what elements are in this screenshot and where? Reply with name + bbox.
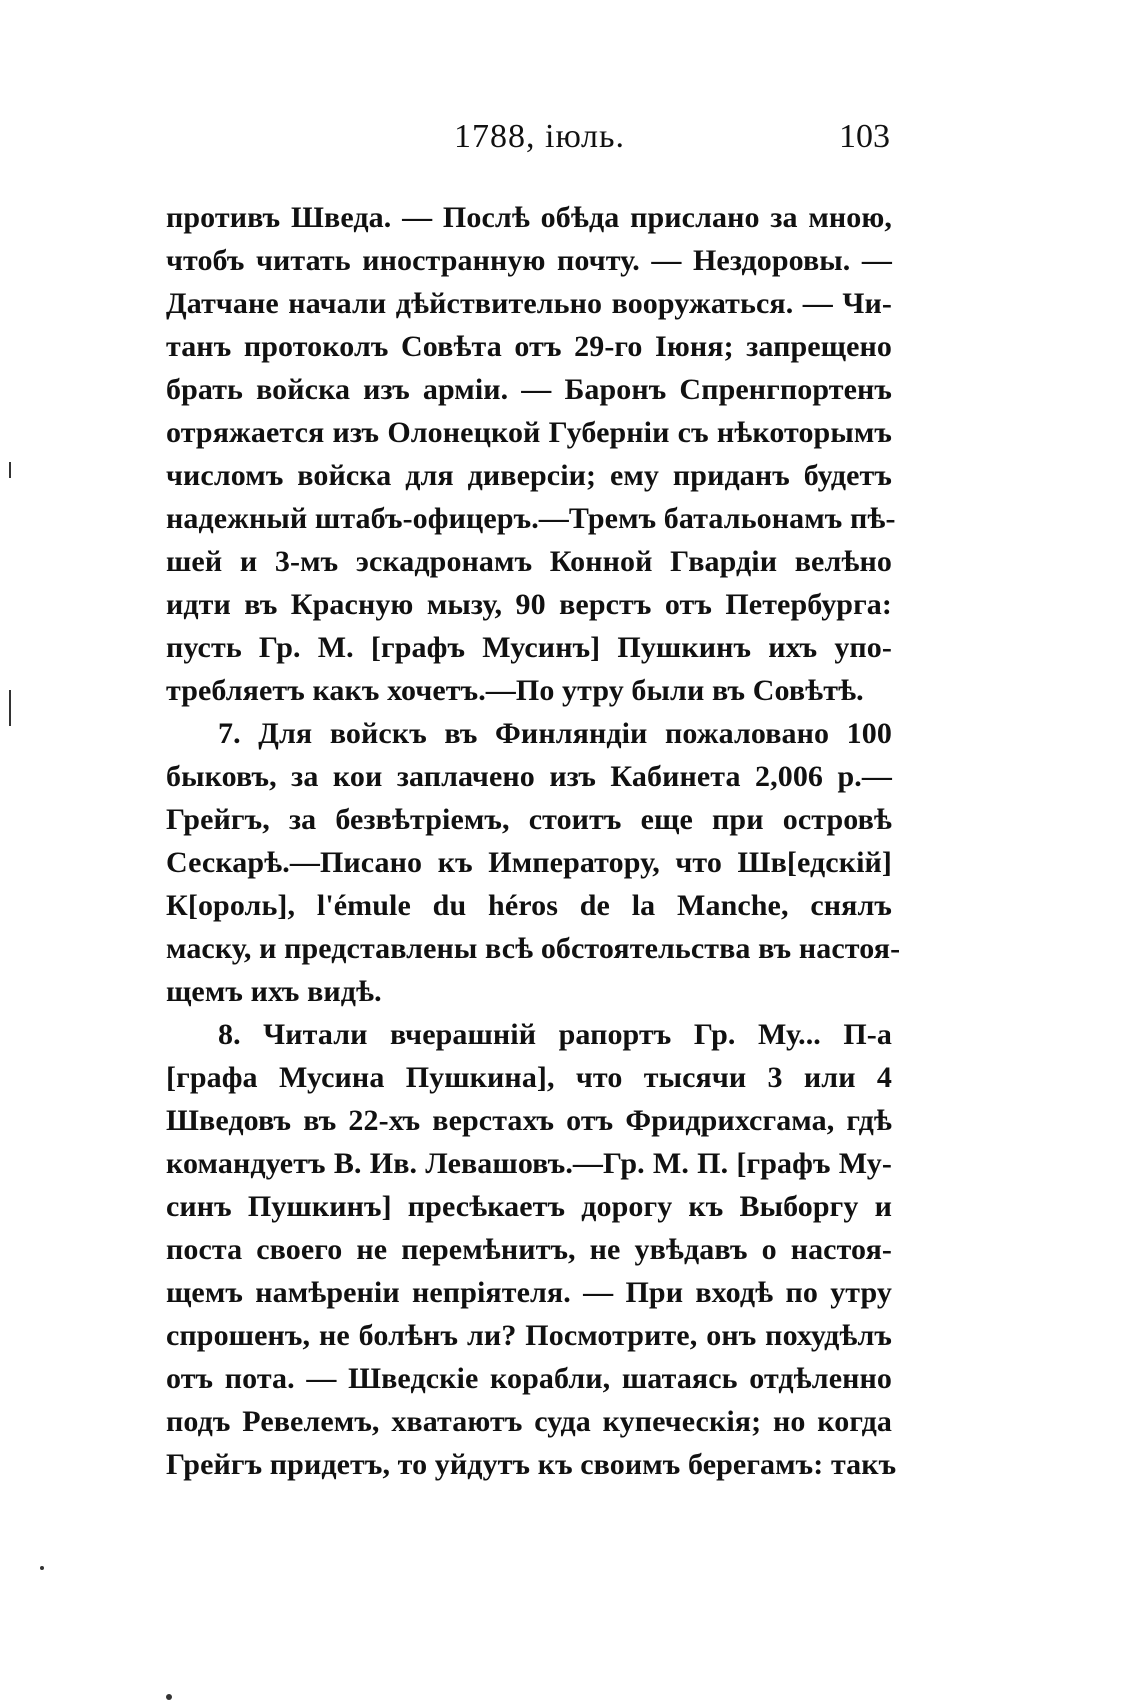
scan-speck — [166, 1694, 172, 1700]
text-line: командуетъ В. Ив. Левашовъ.—Гр. М. П. [графъ Му- — [166, 1147, 892, 1180]
text-line: синъ Пушкинъ] пресѣкаетъ дорогу къ Выборгу и — [166, 1190, 892, 1223]
text-line: щемъ ихъ видѣ. — [166, 975, 382, 1008]
text-line: щемъ намѣреніи непріятеля. — При входѣ по утру — [166, 1276, 892, 1309]
body-text — [166, 196, 901, 1486]
text-line: спрошенъ, не болѣнъ ли? Посмотрите, онъ похудѣлъ — [166, 1319, 892, 1352]
text-line: пусть Гр. М. [графъ Мусинъ] Пушкинъ ихъ упо- — [166, 631, 892, 664]
text-line: надежный штабъ-офицеръ.—Тремъ батальонамъ пѣ- — [166, 502, 896, 535]
text-line: противъ Шведа. — Послѣ обѣда прислано за мною, — [166, 201, 892, 234]
text-line: шей и 3-мъ эскадронамъ Конной Гвардіи велѣно — [166, 545, 892, 578]
paragraph-start-line: 8. Читали вчерашній рапортъ Гр. Му... П-а — [218, 1018, 892, 1051]
text-line: отряжается изъ Олонецкой Губерніи съ нѣкоторымъ — [166, 416, 892, 449]
text-line: поста своего не перемѣнитъ, не увѣдавъ о настоя- — [166, 1233, 892, 1266]
text-line: танъ протоколъ Совѣта отъ 29-го Іюня; запрещено — [166, 330, 892, 363]
text-line: подъ Ревелемъ, хватаютъ суда купеческія; но когда — [166, 1405, 892, 1438]
text-line: Грейгъ придетъ, то уйдутъ къ своимъ берегамъ: такъ — [166, 1448, 897, 1481]
text-line: К[ороль], l'émule du héros de la Manche, снялъ — [166, 889, 892, 922]
text-line: [графа Мусина Пушкина], что тысячи 3 или 4 — [166, 1061, 892, 1094]
text-line: отъ пота. — Шведскіе корабли, шатаясь отдѣленно — [166, 1362, 892, 1395]
text-line: Датчане начали дѣйствительно вооружаться. — Чи- — [166, 287, 892, 320]
scan-speck — [40, 1566, 44, 1570]
page-header — [174, 118, 890, 174]
text-line: маску, и представлены всѣ обстоятельства въ настоя- — [166, 932, 901, 965]
text-line: идти въ Красную мызу, 90 верстъ отъ Петербурга: — [166, 588, 892, 621]
scan-margin-mark — [9, 462, 11, 478]
text-line: числомъ войска для диверсіи; ему приданъ будетъ — [166, 459, 892, 492]
page-number: 103 — [839, 118, 890, 155]
text-line: быковъ, за кои заплачено изъ Кабинета 2,006 р.— — [166, 760, 892, 793]
text-line: брать войска изъ арміи. — Баронъ Спренгпортенъ — [166, 373, 892, 406]
text-line: Грейгъ, за безвѣтріемъ, стоитъ еще при островѣ — [166, 803, 892, 836]
running-title: 1788, іюль. — [454, 118, 625, 155]
scan-margin-mark — [9, 690, 11, 726]
text-line: Сескарѣ.—Писано къ Императору, что Шв[едскій] — [166, 846, 892, 879]
paragraph-start-line: 7. Для войскъ въ Финляндіи пожаловано 100 — [218, 717, 892, 750]
text-line: Шведовъ въ 22-хъ верстахъ отъ Фридрихсгама, гдѣ — [166, 1104, 892, 1137]
text-line: чтобъ читать иностранную почту. — Нездоровы. — — [166, 244, 892, 277]
text-line: требляетъ какъ хочетъ.—По утру были въ Совѣтѣ. — [166, 674, 864, 707]
